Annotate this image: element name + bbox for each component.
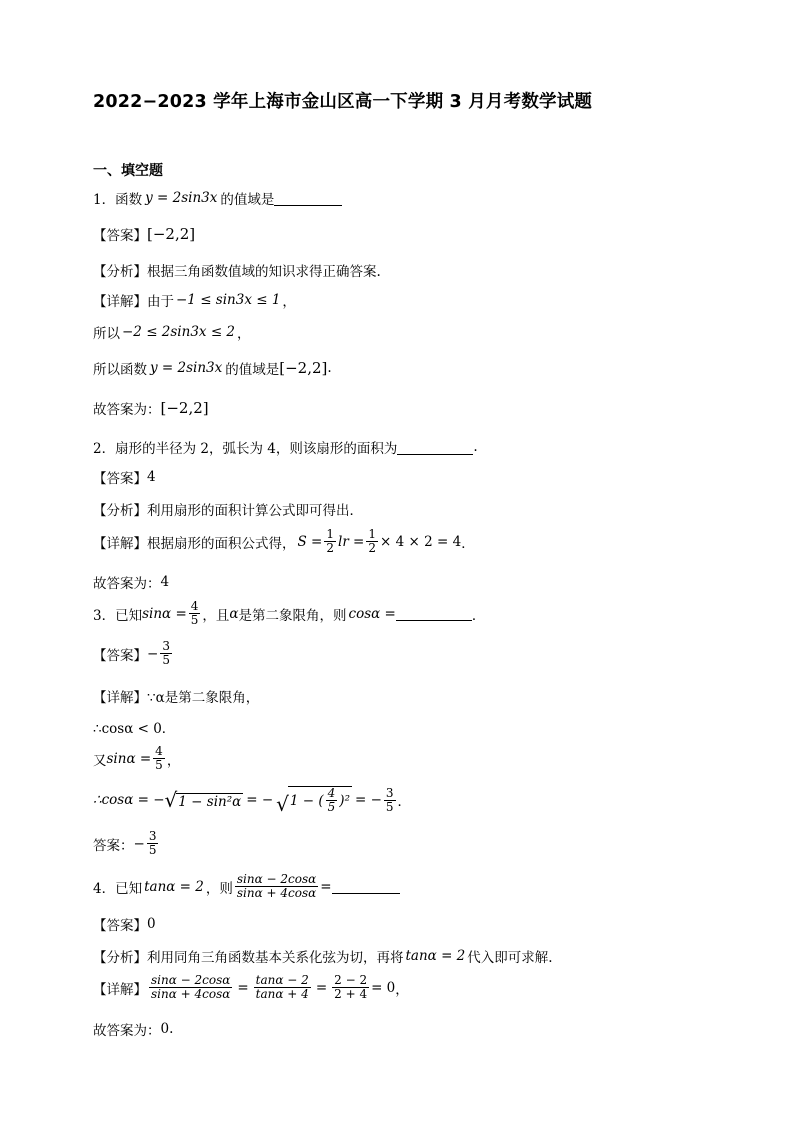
q4-detail-frac-1 bbox=[149, 974, 232, 1001]
q3-fraction-4-5 bbox=[189, 600, 201, 627]
q4-analysis-expr: tanα = 2 bbox=[405, 948, 466, 964]
q3-detail4-fraction bbox=[384, 787, 396, 814]
q2-detail-pre: 根据扇形的面积公式得， bbox=[147, 535, 296, 552]
sqrt-icon: √ bbox=[164, 788, 178, 812]
q2-half-num-2: 1 bbox=[368, 527, 377, 541]
q4-final-pre: 故答案为： bbox=[93, 1023, 161, 1039]
sqrt-icon: √ bbox=[276, 792, 289, 816]
q1-detail-pre: 由于 bbox=[147, 294, 174, 310]
q3-detail4-end: = − bbox=[354, 792, 382, 808]
q2-final-pre: 故答案为： bbox=[93, 576, 161, 592]
q4-d-den1: sinα + 4cosα bbox=[151, 987, 231, 1001]
q1-detail-post: ， bbox=[282, 294, 296, 310]
q1-answer: [−2,2] bbox=[147, 225, 196, 243]
q2-half-fraction-2 bbox=[366, 528, 378, 555]
page-title: 2022−2023 学年上海市金山区高一下学期 3 月月考数学试题 bbox=[93, 92, 593, 112]
q4-d-den3: 2 + 4 bbox=[334, 987, 368, 1001]
q4-final-answer bbox=[93, 1019, 173, 1039]
q2-answer: 4 bbox=[147, 469, 156, 485]
q3-answer-line bbox=[93, 640, 174, 667]
q4-frac-num: sinα − 2cosα bbox=[236, 872, 317, 886]
q1-stem-post: 的值域是 bbox=[220, 192, 275, 208]
q3-d4-num: 3 bbox=[385, 785, 394, 800]
q3-stem-mid: ，且 bbox=[202, 607, 230, 624]
q3-den: 5 bbox=[190, 613, 199, 627]
q3-detail2: ∴cosα < 0． bbox=[93, 721, 176, 737]
q4-d-num3: 2 − 2 bbox=[334, 973, 368, 987]
q3-final-pre: 答案： bbox=[93, 837, 134, 854]
q1-stem-pre: 1．函数 bbox=[93, 192, 143, 208]
q4-stem-mid: ，则 bbox=[205, 880, 233, 897]
q2-answer-blank bbox=[397, 440, 473, 455]
q1-detail-expr: −1 ≤ sin3x ≤ 1 bbox=[176, 292, 281, 308]
q3-sqrt-2 bbox=[276, 786, 352, 814]
q3-detail4-pre: ∴cosα = − bbox=[93, 792, 165, 808]
q3-detail3-expr: sinα = bbox=[106, 750, 152, 767]
q1-final-answer bbox=[93, 398, 209, 418]
q4-analysis-post: 代入即可求解. bbox=[467, 950, 553, 966]
answer-tag: 【答案】 bbox=[93, 918, 147, 934]
q2-analysis: 利用扇形的面积计算公式即可得出． bbox=[147, 503, 363, 519]
question-1-stem bbox=[93, 188, 342, 208]
q3-answer-blank bbox=[396, 606, 472, 621]
q3-num: 4 bbox=[190, 599, 199, 613]
q1-line3-expr: y = 2sin3x bbox=[150, 360, 223, 376]
q2-half-num: 1 bbox=[326, 527, 334, 541]
q4-analysis-pre: 利用同角三角函数基本关系化弦为切，再将 bbox=[147, 950, 404, 966]
q3-detail1: ∵α是第二象限角， bbox=[147, 690, 260, 706]
q3-final-sign: − bbox=[133, 835, 145, 852]
q3-rad2-post: )² bbox=[339, 792, 350, 809]
q3-detail-line4 bbox=[93, 786, 411, 814]
answer-tag: 【答案】 bbox=[93, 228, 147, 244]
detail-tag: 【详解】 bbox=[93, 981, 147, 998]
q3-d3-den: 5 bbox=[155, 758, 163, 772]
q2-lr: lr = bbox=[338, 533, 365, 550]
analysis-tag: 【分析】 bbox=[93, 950, 147, 966]
q3-rad2-pre: 1 − ( bbox=[289, 792, 324, 809]
q1-answer-line bbox=[93, 224, 195, 244]
q1-detail-line bbox=[93, 290, 296, 310]
q3-final-num: 3 bbox=[148, 829, 157, 843]
q3-stem-pre: 3．已知 bbox=[93, 607, 143, 624]
q4-tan-expr: tanα = 2 bbox=[144, 878, 204, 895]
q4-analysis-line bbox=[93, 946, 553, 966]
q3-answer-den: 5 bbox=[162, 653, 170, 667]
q3-detail3-fraction bbox=[153, 745, 165, 772]
q3-detail4-post: ． bbox=[397, 794, 412, 810]
q4-d-num1: sinα − 2cosα bbox=[151, 973, 231, 987]
q3-answer-fraction bbox=[160, 640, 172, 667]
q2-half-den-2: 2 bbox=[368, 541, 377, 555]
q1-line2-post: ， bbox=[237, 326, 251, 342]
detail-tag: 【详解】 bbox=[93, 294, 147, 310]
q4-frac-den: sinα + 4cosα bbox=[236, 886, 317, 900]
q4-d-den2: tanα + 4 bbox=[255, 987, 309, 1001]
question-3-stem bbox=[93, 600, 485, 627]
q1-line3-mid: 的值域是 bbox=[225, 362, 280, 378]
q3-stem-mid2: 是第二象限角，则 bbox=[238, 607, 347, 624]
q3-sqrt-1 bbox=[165, 790, 244, 810]
q4-answer-blank bbox=[332, 879, 400, 894]
q2-detail-post: ． bbox=[461, 535, 475, 552]
q2-analysis-line bbox=[93, 499, 363, 519]
q3-alpha: α bbox=[229, 605, 239, 622]
q1-analysis: 根据三角函数值域的知识求得正确答案. bbox=[147, 264, 381, 280]
q4-d-num2: tanα − 2 bbox=[255, 973, 309, 987]
q3-detail-line2 bbox=[93, 717, 175, 737]
q3-detail-line1 bbox=[93, 686, 259, 706]
detail-tag: 【详解】 bbox=[93, 535, 147, 552]
q2-final-answer bbox=[93, 572, 169, 592]
q1-line2 bbox=[93, 322, 251, 342]
q4-d-eq1: = bbox=[237, 979, 249, 996]
q4-d-post: ， bbox=[395, 981, 409, 998]
q2-answer-line bbox=[93, 467, 156, 487]
q2-half-den: 2 bbox=[326, 541, 334, 555]
q4-stem-pre: 4．已知 bbox=[93, 880, 143, 897]
q4-final-ans: 0. bbox=[160, 1021, 174, 1037]
analysis-tag: 【分析】 bbox=[93, 503, 147, 519]
q3-rad2-den: 5 bbox=[327, 800, 336, 814]
q4-d-end: = 0 bbox=[371, 979, 396, 996]
q2-stem: 2．扇形的半径为 2，弧长为 4，则该扇形的面积为 bbox=[93, 441, 398, 457]
q4-d-eq2: = bbox=[315, 979, 328, 996]
q3-final-answer bbox=[93, 830, 160, 857]
q1-line3 bbox=[93, 358, 332, 378]
answer-tag: 【答案】 bbox=[93, 471, 147, 487]
q1-expression: y = 2sin3x bbox=[145, 190, 218, 206]
q3-stem-post: ． bbox=[471, 607, 486, 624]
q3-d4-den: 5 bbox=[385, 799, 394, 814]
q4-detail-line bbox=[93, 974, 409, 1001]
q4-detail-frac-2 bbox=[254, 974, 311, 1001]
q4-answer: 0 bbox=[147, 916, 156, 932]
q3-detail4-mid: = − bbox=[246, 792, 274, 808]
question-4-stem bbox=[93, 873, 400, 900]
q3-d3-num: 4 bbox=[155, 744, 163, 758]
q3-answer-num: 3 bbox=[162, 639, 170, 653]
q4-detail-frac-3 bbox=[332, 974, 369, 1001]
section-heading: 一、填空题 bbox=[93, 163, 163, 179]
q1-line3-post: . bbox=[327, 360, 332, 376]
q1-line3-pre: 所以函数 bbox=[93, 362, 147, 378]
q1-analysis-line bbox=[93, 260, 381, 280]
q3-rad1: 1 − sin²α bbox=[178, 794, 242, 810]
q3-sin-a: sinα = bbox=[142, 605, 187, 622]
q2-calc: × 4 × 2 = 4 bbox=[380, 533, 462, 550]
q2-stem-post: . bbox=[473, 439, 478, 455]
q1-final-ans: [−2,2] bbox=[160, 399, 209, 417]
q3-final-den: 5 bbox=[148, 843, 157, 857]
q1-line2-pre: 所以 bbox=[93, 326, 120, 342]
q3-detail-line3 bbox=[93, 745, 180, 772]
q3-answer-sign: − bbox=[147, 645, 159, 662]
q1-final-pre: 故答案为： bbox=[93, 402, 161, 418]
q4-fraction bbox=[235, 873, 318, 900]
q1-answer-blank bbox=[274, 191, 342, 206]
q3-cos-a: cosα = bbox=[348, 605, 396, 622]
q3-rad2-num: 4 bbox=[327, 786, 336, 800]
q3-rad2 bbox=[288, 786, 352, 814]
q1-line2-expr: −2 ≤ 2sin3x ≤ 2 bbox=[122, 324, 236, 340]
q2-S: S = bbox=[297, 533, 323, 550]
q3-detail3-post: ， bbox=[166, 752, 181, 769]
q4-answer-line bbox=[93, 914, 156, 934]
q2-final-ans: 4 bbox=[160, 574, 170, 590]
q2-half-fraction bbox=[324, 528, 336, 555]
detail-tag: 【详解】 bbox=[93, 690, 147, 706]
q1-line3-ans: [−2,2] bbox=[279, 359, 328, 377]
q3-rad2-fraction bbox=[326, 787, 338, 814]
answer-tag: 【答案】 bbox=[93, 647, 147, 664]
q3-final-fraction bbox=[147, 830, 159, 857]
q2-detail-line bbox=[93, 528, 475, 555]
analysis-tag: 【分析】 bbox=[93, 264, 147, 280]
q4-eq: = bbox=[320, 878, 332, 895]
q3-detail3-pre: 又 bbox=[93, 752, 107, 769]
question-2-stem bbox=[93, 437, 478, 457]
